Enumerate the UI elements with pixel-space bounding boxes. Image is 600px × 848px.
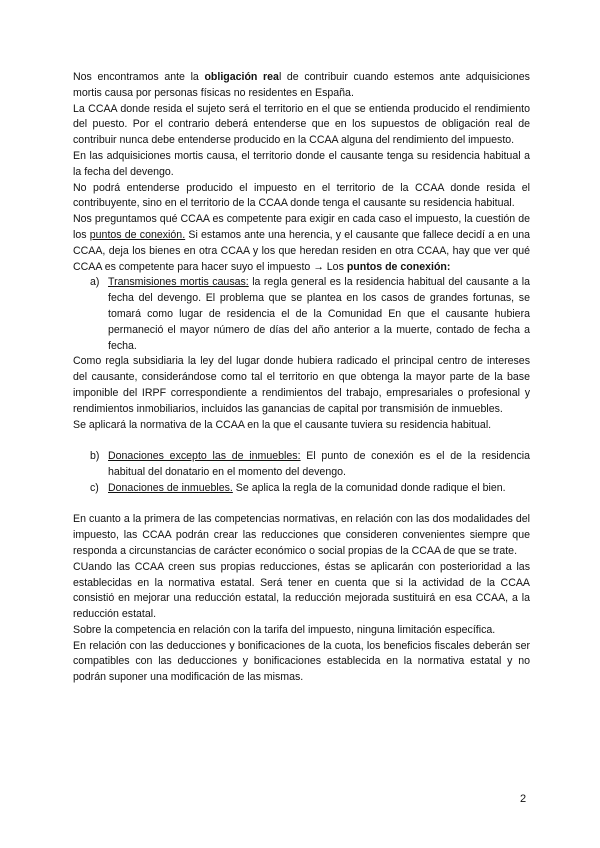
paragraph: CUando las CCAA creen sus propias reducciones, éstas se aplicarán con posterioridad a las establecidas en la normativa estatal. Será tener en cuenta que si la actividad de la CCAA consistió en mejorar una reducción estatal, la reducción mejorada sustituirá en esa CCAA, a la reducción estatal.: [73, 560, 530, 621]
paragraph: Nos encontramos ante la obligación real de contribuir cuando estemos ante adquisiciones mortis causa por personas físicas no residentes en España.: [73, 71, 530, 99]
list-item: c) Donaciones de inmuebles. Se aplica la regla de la comunidad donde radique el bien.: [90, 481, 530, 497]
list-item-title: Donaciones de inmuebles.: [108, 481, 233, 494]
list-item-title: Donaciones excepto las de inmuebles:: [108, 450, 301, 463]
document-body: [73, 70, 530, 686]
paragraph: En las adquisiciones mortis causa, el territorio donde el causante tenga su residencia habitual a la fecha del devengo.: [73, 149, 530, 178]
paragraph: En cuanto a la primera de las competencias normativas, en relación con las dos modalidades del impuesto, las CCAA podrán crear las reducciones que consideren convenientes siempre que responda a circunstancias de carácter económico o social propias de la CCAA de que se trate.: [73, 513, 530, 557]
list-item: a) Transmisiones mortis causas: la regla general es la residencia habitual del causante a la fecha del devengo. El problema que se plantea en los casos de grandes fortunas, se tomará como lugar de residencia el de la Comunidad En que el causante hubiera permaneció el mayor número de días del año anterior a la muerte, contado de fecha a fecha.: [90, 275, 530, 354]
bold-term: puntos de conexión:: [346, 260, 451, 273]
spacer: [73, 497, 530, 513]
paragraph: Sobre la competencia en relación con la tarifa del impuesto, ninguna limitación específica.: [73, 623, 496, 636]
list-marker: c): [90, 481, 99, 494]
paragraph: Como regla subsidiaria la ley del lugar donde hubiera radicado el principal centro de intereses del causante, considerándose como tal el territorio en que obtenga la mayor parte de la base imponible del IRPF correspondiente a rendimientos del trabajo, empresariales o profesional y rendimientos inmobiliarios, incluidos las ganancias de capital por transmisión de inmuebles.: [73, 355, 530, 415]
list-marker: b): [90, 450, 100, 463]
spacer: [73, 433, 530, 449]
list-item: b) Donaciones excepto las de inmuebles: El punto de conexión es el de la residencia habitual del donatario en el momento del devengo.: [90, 449, 530, 481]
paragraph: Se aplicará la normativa de la CCAA en la que el causante tuviera su residencia habitual.: [73, 418, 492, 431]
paragraph: Nos preguntamos qué CCAA es competente para exigir en cada caso el impuesto, la cuestión de los puntos de conexión. Si estamos ante una herencia, y el causante que fallece decidí a en una CCAA, deja los bienes en otra CCAA y los que heredan residen en otra CCAA, hay que ver qué CCAA es competente para hacer suyo el impuesto → Los puntos de conexión:: [73, 213, 530, 273]
list-marker: a): [90, 276, 100, 289]
paragraph: No podrá entenderse producido el impuesto en el territorio de la CCAA donde resida el contribuyente, sino en el territorio de la CCAA donde tenga el causante su residencia habitual.: [73, 181, 530, 210]
list-item-title: Transmisiones mortis causas:: [108, 276, 249, 289]
page-number: 2: [520, 793, 527, 805]
paragraph: En relación con las deducciones y bonificaciones de la cuota, los beneficios fiscales deberán ser compatibles con las deducciones y bonificaciones establecida en la normativa estatal y no podrán suponer una modificación de las mismas.: [73, 639, 530, 684]
paragraph: La CCAA donde resida el sujeto será el territorio en el que se entienda producido el rendimiento del puesto. Por el contrario deberá entenderse que en los supuestos de obligación real de contribuir nunca debe entenderse producido en la CCAA alguna del rendimiento del impuesto.: [73, 102, 530, 147]
bold-term: obligación rea: [204, 71, 279, 83]
underlined-term: puntos de conexión.: [89, 228, 186, 241]
